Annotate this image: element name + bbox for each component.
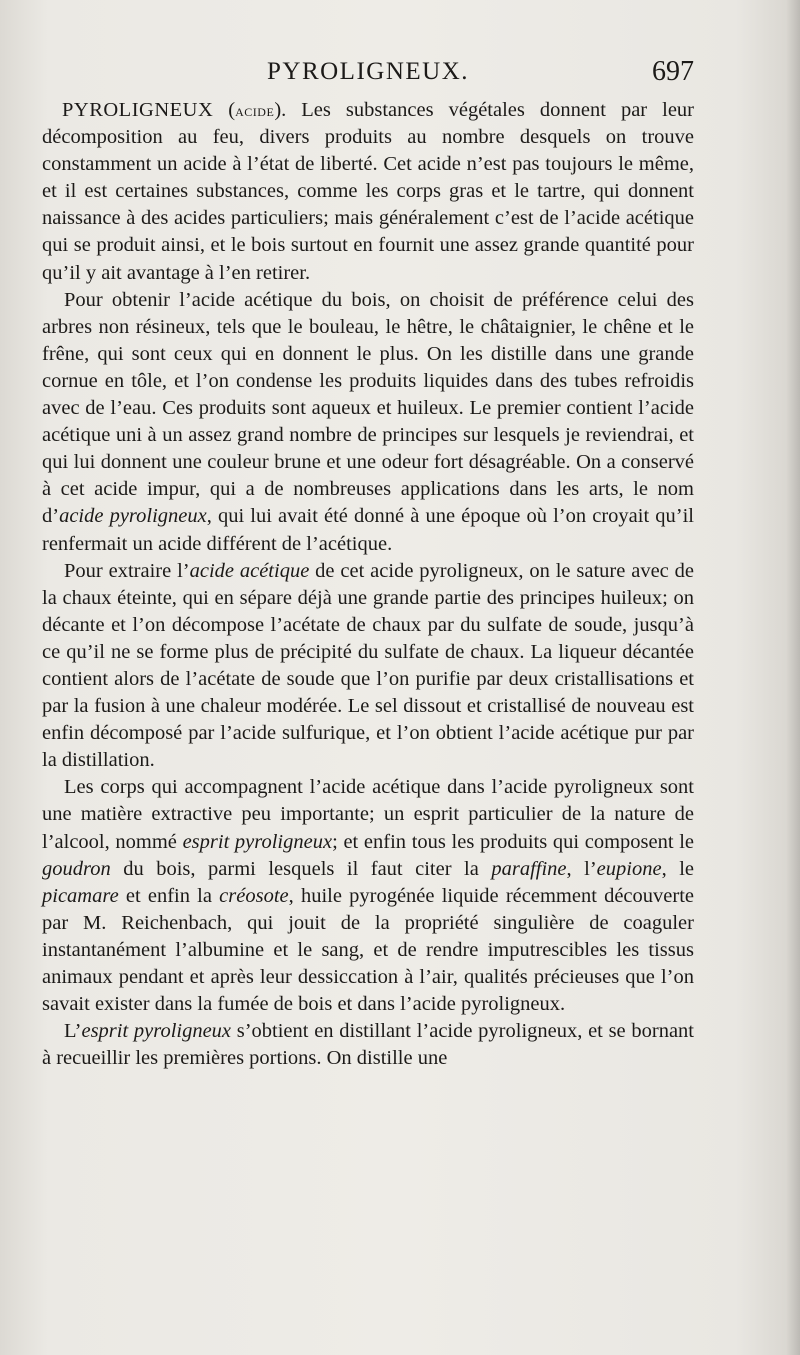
running-title: PYROLIGNEUX.	[266, 58, 470, 85]
italic-term: esprit pyroligneux	[182, 830, 333, 853]
paragraph-2	[42, 287, 694, 558]
italic-term: eupione	[596, 857, 662, 880]
paragraph-3-text-2: de cet acide pyroligneux, on le sature avec de la chaux éteinte, qui en sépare déjà une grande partie des principes huileux; on décante et l’on décompose l’acétate de chaux par du sulfate de soude, jusqu’à ce qu’il ne se forme plus de précipité du sulfate de chaux. La liqueur décantée contient alors de l’acétate de soude que l’on purifie par deux cristallisations et par la fusion à une chaleur modérée. Le sel dissout et cristallisé de nouveau est enfin décomposé par l’acide sulfurique, et l’on obtient l’acide acétique pur par la distillation.	[42, 559, 694, 772]
paragraph-4-text-3: du bois, parmi lesquels il faut citer la	[110, 857, 492, 880]
italic-term: esprit pyroligneux	[81, 1020, 232, 1043]
paragraph-3-text-1: Pour extraire l’	[64, 559, 190, 582]
paragraph-4-text-1: Les corps qui accompagnent l’acide acétique dans l’acide pyroligneux sont une matière extractive peu importante; un esprit particulier de la nature de l’alcool, nommé	[42, 776, 694, 853]
paragraph-1-text: Les substances végétales donnent par leur décomposition au feu, divers produits au nombre desquels on trouve constamment un acide à l’état de liberté. Cet acide n’est pas toujours le même, et il est certaines substances, comme les corps gras et le tartre, qui donnent naissance à des acides particuliers; mais généralement c’est de l’acide acétique qui se produit ainsi, et le bois surtout en fournit une assez grande quantité pour qu’il y ait avantage à l’en retirer.	[42, 99, 695, 284]
paragraph-4-text-6: et enfin la	[118, 884, 220, 907]
paren-close: ).	[274, 99, 287, 121]
paragraph-5-text-1: L’	[64, 1020, 82, 1043]
italic-term: goudron	[42, 857, 111, 880]
paragraph-3	[42, 558, 694, 775]
paragraph-2-text-1: Pour obtenir l’acide acétique du bois, on choisit de préférence celui des arbres non résineux, tels que le bouleau, le hêtre, le châtaignier, le chêne et le frêne, qui sont ceux qui en donnent le plus. On les distille dans une grande cornue en tôle, et l’on condense les produits liquides dans des tubes refroidis avec de l’eau. Ces produits sont aqueux et huileux. Le premier contient l’acide acétique uni à un assez grand nombre de principes sur lesquels je reviendrai, et qui lui donnent une couleur brune et une odeur fort désagréable. On a conservé à cet acide impur, qui a de nombreuses applications dans les arts, le nom d’	[42, 288, 694, 528]
italic-term: acide acétique	[189, 559, 310, 582]
paragraph-2-text-2: , qui lui avait été donné à une époque où l’on croyait qu’il renfermait un acide différent de l’acétique.	[42, 505, 694, 555]
paragraph-4-text-5: , le	[661, 857, 694, 880]
page-number: 697	[652, 56, 694, 87]
italic-term: picamare	[42, 884, 119, 907]
entry-headword: PYROLIGNEUX	[62, 99, 214, 121]
italic-term: acide pyroligneux	[59, 505, 207, 528]
paragraph-5	[42, 1018, 694, 1072]
paragraph-4-text-4: , l’	[566, 857, 597, 880]
italic-term: paraffine	[491, 857, 567, 880]
paragraph-4-text-7: , huile pyrogénée liquide récemment découverte par M. Reichenbach, qui jouit de la propriété singulière de coaguler instantanément l’albumine et le sang, et de rendre imputrescibles les tissus animaux pendant et après leur dessiccation à l’air, qualités précieuses que l’on savait exister dans la fumée de bois et dans l’acide pyroligneux.	[42, 884, 694, 1016]
page-edge-shadow	[786, 0, 800, 1355]
italic-term: créosote	[219, 884, 289, 907]
paren-open: (	[213, 99, 236, 121]
page-header	[42, 52, 694, 92]
paragraph-5-text-2: s’obtient en distillant l’acide pyroligneux, et se bornant à recueillir les premières portions. On distille une	[42, 1020, 694, 1070]
paragraph-4-text-2: ; et enfin tous les produits qui composent le	[332, 830, 694, 853]
entry-subtitle: acide	[235, 101, 275, 120]
paragraph-4	[42, 774, 694, 1018]
page-body	[42, 97, 694, 1072]
paragraph-1	[42, 97, 694, 287]
